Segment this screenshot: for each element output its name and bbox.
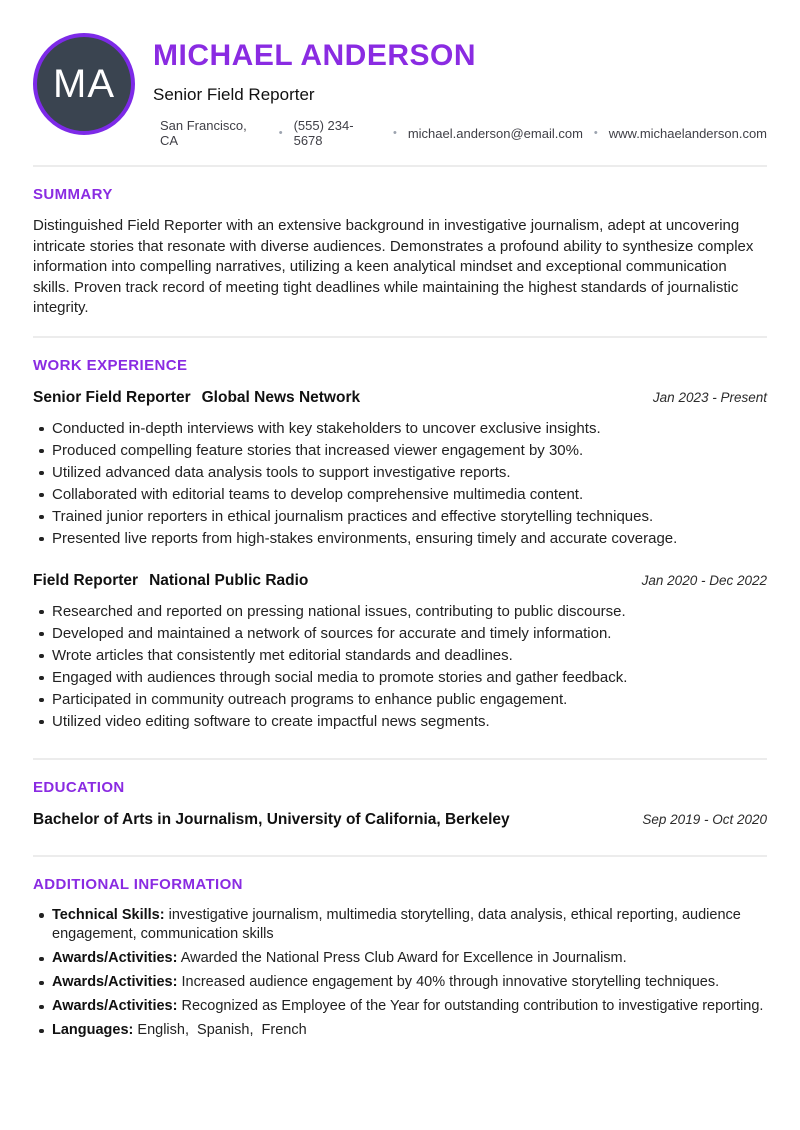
additional-info-section <box>33 876 767 1041</box>
summary-section <box>33 186 767 319</box>
job-bullet: Engaged with audiences through social media to promote stories and gather feedback. <box>33 668 767 688</box>
work-experience-section <box>33 357 767 732</box>
education-divider <box>33 855 767 857</box>
job-bullet: Researched and reported on pressing national issues, contributing to public discourse. <box>33 602 767 622</box>
summary-heading: SUMMARY <box>33 186 113 203</box>
job-company: National Public Radio <box>149 571 309 589</box>
avatar <box>33 33 135 135</box>
info-item-label: Awards/Activities: <box>52 974 178 990</box>
job-bullet: Wrote articles that consistently met editorial standards and deadlines. <box>33 646 767 666</box>
contact-separator-dot: • <box>593 127 598 139</box>
job-role: Senior Field Reporter <box>33 388 191 406</box>
resume-header <box>33 33 767 148</box>
info-item <box>33 997 767 1017</box>
job-title-line <box>33 389 360 407</box>
contact-separator-dot: • <box>392 127 397 139</box>
header-divider <box>33 165 767 167</box>
job-bullet: Participated in community outreach programs to enhance public engagement. <box>33 690 767 710</box>
job-bullet: Conducted in-depth interviews with key stakeholders to uncover exclusive insights. <box>33 419 767 439</box>
additional-info-list <box>33 906 767 1041</box>
education-entry <box>33 811 767 829</box>
contact-phone: (555) 234-5678 <box>293 118 354 148</box>
contact-row <box>160 118 767 148</box>
info-item <box>33 973 767 993</box>
info-item-text: English, Spanish, French <box>137 1022 307 1038</box>
job-bullet: Produced compelling feature stories that increased viewer engagement by 30%. <box>33 441 767 461</box>
info-item-text: Recognized as Employee of the Year for outstanding contribution to investigative reporting. <box>181 998 764 1014</box>
contact-email: michael.anderson@email.com <box>407 125 583 141</box>
info-item-label: Languages: <box>52 1022 134 1038</box>
info-item <box>33 1021 767 1041</box>
job-bullet-list <box>33 602 767 732</box>
info-item-label: Awards/Activities: <box>52 950 178 966</box>
info-item-text: investigative journalism, multimedia storytelling, data analysis, ethical reporting, audience engagement, communication skills <box>52 906 745 942</box>
contact-separator-dot: • <box>278 127 283 139</box>
job-bullet: Developed and maintained a network of sources for accurate and timely information. <box>33 624 767 644</box>
job-header <box>33 389 767 407</box>
job-bullet: Presented live reports from high-stakes environments, ensuring timely and accurate coverage. <box>33 529 767 549</box>
info-item-text: Awarded the National Press Club Award for Excellence in Journalism. <box>180 950 627 966</box>
job-header <box>33 572 767 590</box>
job-title-line <box>33 572 308 590</box>
header-text <box>153 33 767 148</box>
summary-text: Distinguished Field Reporter with an extensive background in investigative journalism, adept at uncovering intricate stories that resonate with diverse audiences. Demonstrates a profound ability to synthesize complex information into compelling narratives, utilizing a keen analytical mindset and exceptional communication skills. Proven track record of meeting tight deadlines while maintaining the highest standards of journalistic integrity. <box>33 217 754 316</box>
work-divider <box>33 758 767 760</box>
job-bullet: Trained junior reporters in ethical journalism practices and effective storytelling techniques. <box>33 507 767 527</box>
summary-divider <box>33 336 767 338</box>
job-bullet: Utilized video editing software to create impactful news segments. <box>33 712 767 732</box>
work-experience-heading: WORK EXPERIENCE <box>33 356 188 374</box>
job-entry <box>33 572 767 732</box>
job-dates: Jan 2023 - Present <box>652 389 767 405</box>
job-bullet: Collaborated with editorial teams to develop comprehensive multimedia content. <box>33 485 767 505</box>
job-bullet-list <box>33 419 767 549</box>
job-role: Field Reporter <box>33 571 139 589</box>
info-item-text: Increased audience engagement by 40% through innovative storytelling techniques. <box>181 974 720 990</box>
candidate-name: MICHAEL ANDERSON <box>153 39 477 72</box>
info-item-label: Awards/Activities: <box>52 998 178 1014</box>
info-item <box>33 949 767 969</box>
education-heading: EDUCATION <box>33 778 125 796</box>
job-entry <box>33 389 767 549</box>
job-dates: Jan 2020 - Dec 2022 <box>641 572 767 588</box>
contact-website: www.michaelanderson.com <box>608 125 767 141</box>
info-item-label: Technical Skills: <box>52 906 165 923</box>
education-dates: Sep 2019 - Oct 2020 <box>642 811 767 827</box>
education-section <box>33 779 767 829</box>
contact-location: San Francisco, CA <box>160 118 247 148</box>
education-degree: Bachelor of Arts in Journalism, University of California, Berkeley <box>33 810 510 828</box>
additional-info-heading: ADDITIONAL INFORMATION <box>33 875 243 893</box>
candidate-title: Senior Field Reporter <box>153 85 315 104</box>
job-company: Global News Network <box>201 388 361 406</box>
avatar-initials: MA <box>53 61 115 106</box>
job-bullet: Utilized advanced data analysis tools to support investigative reports. <box>33 463 767 483</box>
info-item <box>33 906 767 945</box>
